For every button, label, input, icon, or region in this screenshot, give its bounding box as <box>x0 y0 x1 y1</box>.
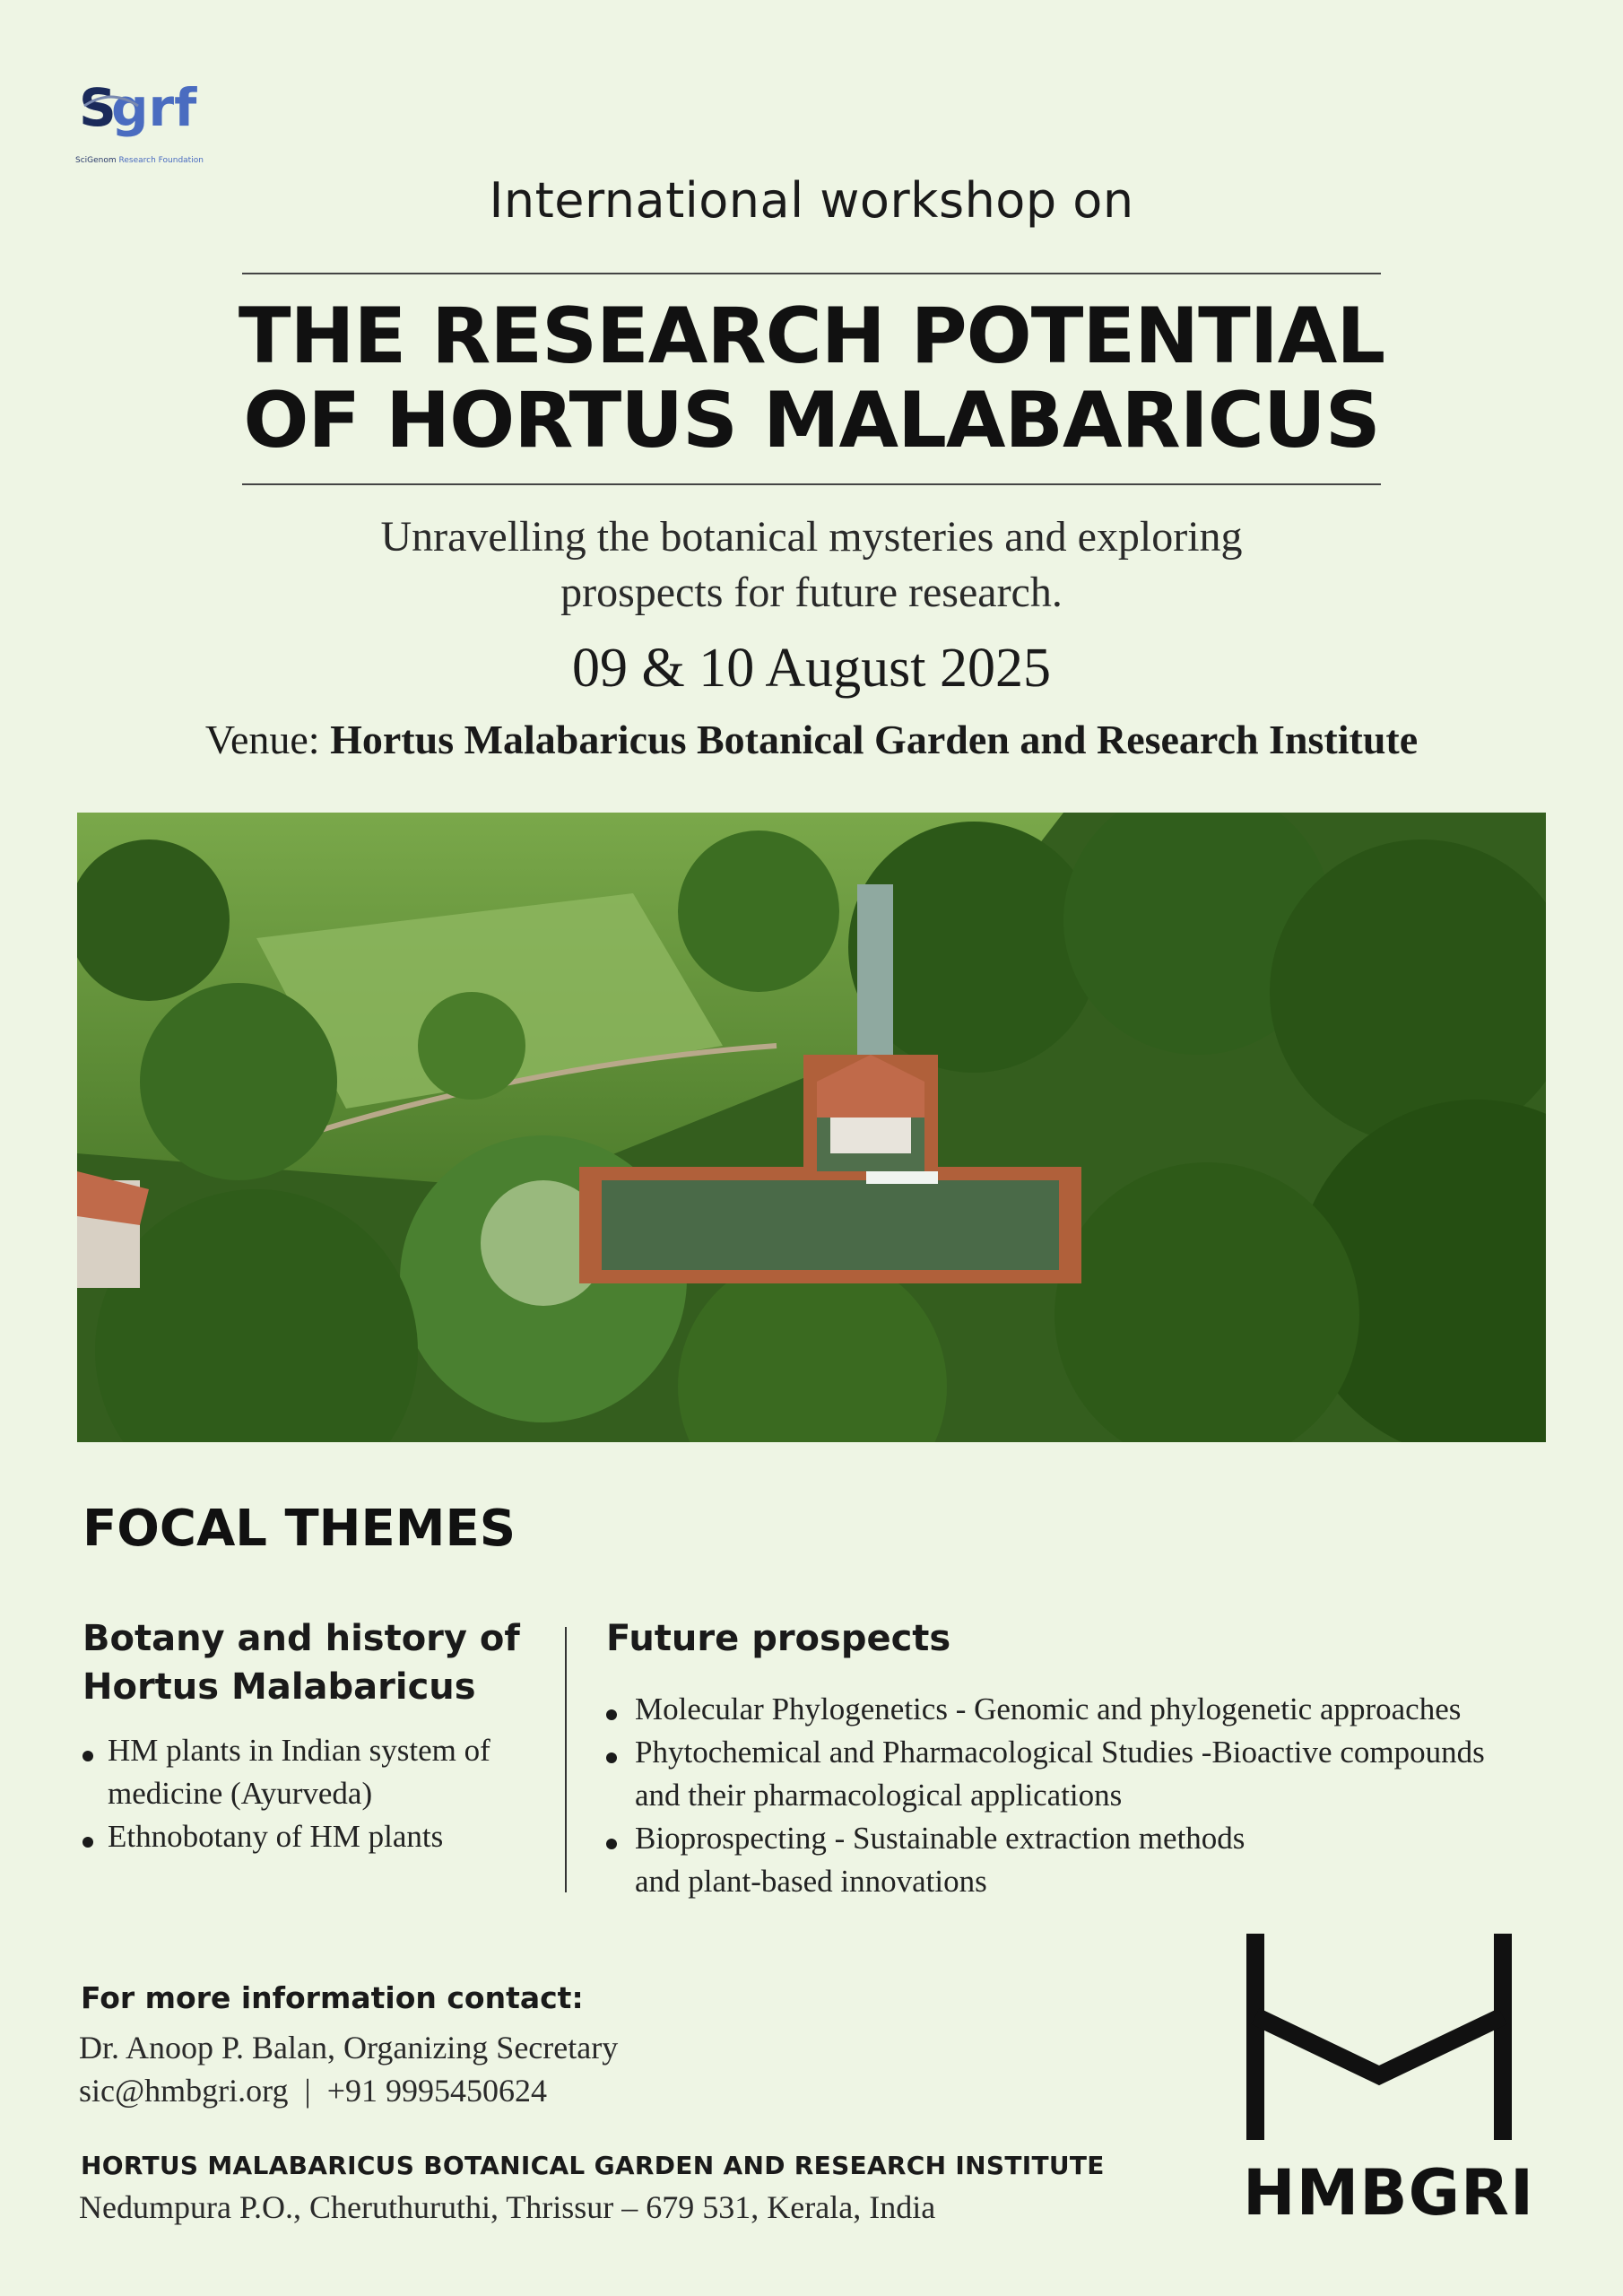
institute-name: HORTUS MALABARICUS BOTANICAL GARDEN AND RESEARCH INSTITUTE <box>81 2151 1105 2180</box>
list-item-line: medicine (Ayurveda) <box>108 1776 373 1811</box>
contact-name: Dr. Anoop P. Balan, Organizing Secretary <box>79 2030 619 2066</box>
hmbgri-logo-name: HMBGRI <box>1243 2156 1534 2230</box>
venue <box>0 716 1623 763</box>
svg-text:grf: grf <box>111 77 197 138</box>
left-column-heading <box>82 1614 567 1711</box>
list-item <box>82 1815 567 1858</box>
contact-heading: For more information contact: <box>81 1980 584 2015</box>
list-item-line: Bioprospecting - Sustainable extraction methods <box>635 1821 1245 1856</box>
contact-email[interactable]: sic@hmbgri.org <box>79 2073 289 2109</box>
left-theme-list <box>82 1729 567 1858</box>
left-heading-line-1: Botany and history of <box>82 1618 520 1659</box>
venue-name: Hortus Malabaricus Botanical Garden and Research Institute <box>330 717 1419 762</box>
left-heading-line-2: Hortus Malabaricus <box>82 1666 476 1708</box>
list-item <box>606 1688 1593 1731</box>
intro-text: International workshop on <box>489 172 1134 229</box>
contact-separator: | <box>304 2073 311 2109</box>
institute-address: Nedumpura P.O., Cheruthuruthi, Thrissur – 679 531, Kerala, India <box>79 2189 936 2225</box>
list-item <box>82 1729 567 1815</box>
column-divider <box>565 1627 567 1892</box>
title-line-1: THE RESEARCH POTENTIAL <box>238 291 1385 381</box>
svg-text:S: S <box>79 77 117 138</box>
sgrf-logo-mark <box>75 70 219 160</box>
focal-themes-heading: FOCAL THEMES <box>82 1500 516 1558</box>
title-line-2: OF HORTUS MALABARICUS <box>243 376 1380 465</box>
right-theme-list <box>606 1688 1593 1903</box>
subtitle-line-2: prospects for future research. <box>560 569 1063 616</box>
venue-label: Venue: <box>204 717 320 762</box>
list-item-line: and plant-based innovations <box>635 1864 987 1899</box>
list-item <box>606 1817 1593 1903</box>
list-item-line: HM plants in Indian system of <box>108 1733 490 1768</box>
subtitle-line-1: Unravelling the botanical mysteries and exploring <box>380 513 1243 561</box>
event-date: 09 & 10 August 2025 <box>572 638 1051 699</box>
contact-phone[interactable]: +91 9995450624 <box>326 2073 548 2109</box>
list-item-line: Molecular Phylogenetics - Genomic and phylogenetic approaches <box>635 1692 1462 1726</box>
hmbgri-logo-mark <box>1245 1934 1514 2140</box>
list-item <box>606 1731 1593 1817</box>
sgrf-logo-caption: SciGenom Research Foundation <box>75 156 204 165</box>
title-rule-bottom <box>242 483 1381 485</box>
right-column-heading: Future prospects <box>606 1618 951 1659</box>
garden-photo-illustration <box>77 813 1546 1442</box>
hm-icon <box>1245 1934 1514 2140</box>
list-item-line: and their pharmacological applications <box>635 1778 1123 1813</box>
contact-details <box>79 2072 547 2109</box>
theme-column-right <box>606 1614 1593 1903</box>
theme-column-left <box>82 1614 567 1858</box>
list-item-line: Phytochemical and Pharmacological Studies -Bioactive compounds <box>635 1735 1485 1770</box>
list-item-line: Ethnobotany of HM plants <box>108 1819 444 1854</box>
page-title <box>0 291 1623 465</box>
garden-photo <box>77 813 1546 1442</box>
subtitle <box>0 509 1623 621</box>
title-rule-top <box>242 273 1381 274</box>
sgrf-logo <box>75 70 219 169</box>
